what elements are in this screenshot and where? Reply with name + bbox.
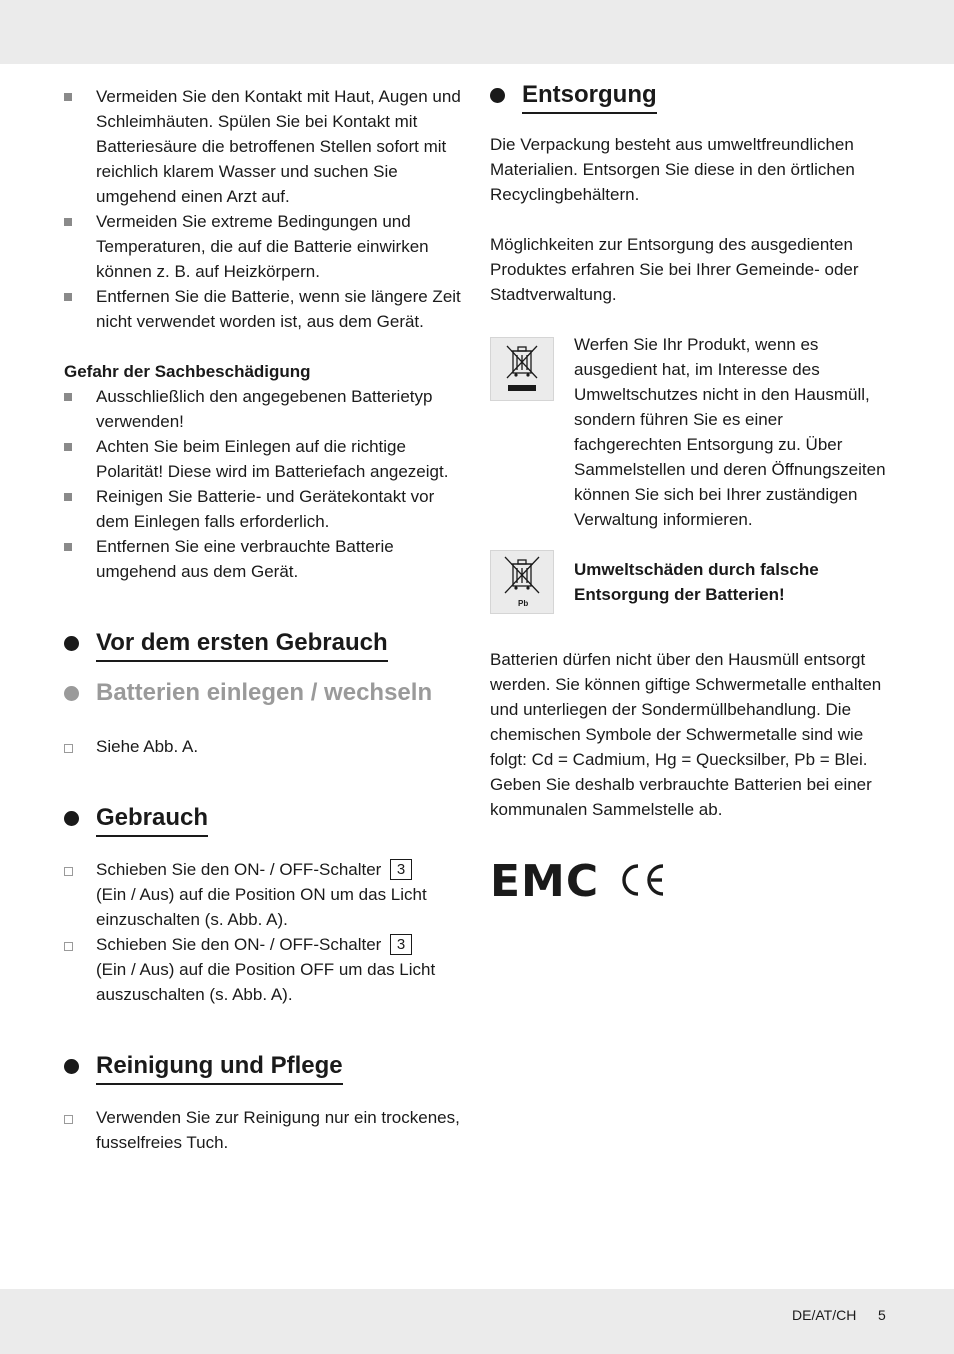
ce-mark-icon (619, 862, 667, 903)
bullet-dot-icon (64, 686, 79, 701)
bullet-dot-icon (64, 1059, 79, 1074)
list-item (64, 534, 464, 584)
page-number: 5 (878, 1307, 886, 1323)
section-heading-use (64, 803, 208, 837)
compliance-marks (490, 856, 895, 907)
right-column (490, 80, 895, 907)
battery-warning-title: Umweltschäden durch falsche Entsorgung der Batterien! (574, 560, 819, 604)
damage-item-text: Reinigen Sie Batterie- und Gerätekontakt vor dem Einlegen falls erforderlich. (96, 487, 435, 531)
heading-text: Batterien einlegen / wechseln (96, 679, 433, 706)
square-bullet-icon (64, 543, 72, 551)
section-heading-cleaning (64, 1051, 343, 1085)
square-bullet-icon (64, 293, 72, 301)
damage-item-text: Entfernen Sie eine verbrauchte Batterie umgehend aus dem Gerät. (96, 537, 394, 581)
square-bullet-icon (64, 393, 72, 401)
use-step-text: Schieben Sie den ON- / OFF-Schalter (96, 935, 382, 954)
list-item (64, 384, 464, 434)
square-bullet-icon (64, 218, 72, 226)
list-item (64, 84, 464, 209)
list-item (64, 284, 464, 334)
disposal-paragraph: Möglichkeiten zur Entsorgung des ausgedienten Produktes erfahren Sie bei Ihrer Gemeinde- oder Stadtverwaltung. (490, 235, 859, 304)
section-heading-first-use (64, 628, 388, 662)
section-heading-batteries (64, 678, 432, 710)
checkbox-bullet-icon (64, 1115, 73, 1124)
weee-bin-icon (490, 337, 554, 401)
checkbox-bullet-icon (64, 867, 73, 876)
use-step-text: (Ein / Aus) auf die Position OFF um das Licht auszuschalten (s. Abb. A). (96, 960, 436, 1004)
heading-text: Vor dem ersten Gebrauch (96, 628, 388, 662)
left-column (64, 84, 464, 1155)
use-step-text: (Ein / Aus) auf die Position ON um das Licht einzuschalten (s. Abb. A). (96, 885, 427, 929)
square-bullet-icon (64, 443, 72, 451)
square-bullet-icon (64, 93, 72, 101)
section-heading-disposal (490, 80, 657, 114)
list-item (64, 1105, 464, 1155)
use-step-text: Schieben Sie den ON- / OFF-Schalter (96, 860, 382, 879)
battery-bin-icon (490, 550, 554, 614)
list-item (64, 932, 464, 1007)
list-item (64, 484, 464, 534)
weee-text: Werfen Sie Ihr Produkt, wenn es ausgedient hat, im Interesse des Umweltschutzes nicht in den Hausmüll, sondern führen Sie es einer fachgerechten Entsorgung zu. Über Sammelstellen und deren Öffnungszeiten können Sie sich bei Ihrer zuständigen Verwaltung informieren. (574, 335, 886, 529)
battery-notice (490, 550, 895, 607)
bullet-dot-icon (64, 811, 79, 826)
safety-item-text: Vermeiden Sie extreme Bedingungen und Temperaturen, die auf die Batterie einwirken können z. B. auf Heizkörpern. (96, 212, 429, 281)
checkbox-bullet-icon (64, 942, 73, 951)
battery-step-text: Siehe Abb. A. (96, 737, 199, 756)
weee-notice (490, 332, 895, 532)
damage-item-text: Achten Sie beim Einlegen auf die richtige Polarität! Diese wird im Batteriefach angezeigt. (96, 437, 449, 481)
list-item (64, 434, 464, 484)
damage-title: Gefahr der Sachbeschädigung (64, 362, 311, 381)
battery-paragraph: Batterien dürfen nicht über den Hausmüll entsorgt werden. Sie können giftige Schwermetalle enthalten und unterliegen der Sondermüllbehandlung. Die chemischen Symbole der Schwermetalle sind wie folgt: Cd = Cadmium, Hg = Quecksilber, Pb = Blei. Geben Sie deshalb verbrauchte Batterien bei einer kommunalen Sammelstelle ab. (490, 650, 882, 819)
heading-text: Reinigung und Pflege (96, 1051, 343, 1085)
bullet-dot-icon (64, 636, 79, 651)
footer-region: DE/AT/CH (792, 1307, 857, 1323)
header-band (0, 0, 954, 64)
list-item (64, 734, 464, 759)
heading-text: Gebrauch (96, 803, 208, 837)
disposal-paragraph: Die Verpackung besteht aus umweltfreundlichen Materialien. Entsorgen Sie diese in den örtlichen Recyclingbehältern. (490, 135, 855, 204)
pb-label: Pb (518, 599, 529, 608)
square-bullet-icon (64, 493, 72, 501)
list-item (64, 857, 464, 932)
reference-number-box: 3 (390, 934, 412, 955)
safety-item-text: Vermeiden Sie den Kontakt mit Haut, Augen und Schleimhäuten. Spülen Sie bei Kontakt mit Batteriesäure die betroffenen Stellen sofort mit reichlich klarem Wasser und suchen Sie umgehend einen Arzt auf. (96, 87, 461, 206)
cleaning-step-text: Verwenden Sie zur Reinigung nur ein trockenes, fusselfreies Tuch. (96, 1108, 460, 1152)
reference-number-box: 3 (390, 859, 412, 880)
emc-label: EMC (490, 856, 600, 907)
list-item (64, 209, 464, 284)
checkbox-bullet-icon (64, 744, 73, 753)
heading-text: Entsorgung (522, 80, 657, 114)
bullet-dot-icon (490, 88, 505, 103)
safety-item-text: Entfernen Sie die Batterie, wenn sie längere Zeit nicht verwendet worden ist, aus dem Gerät. (96, 287, 461, 331)
damage-item-text: Ausschließlich den angegebenen Batterietyp verwenden! (96, 387, 433, 431)
